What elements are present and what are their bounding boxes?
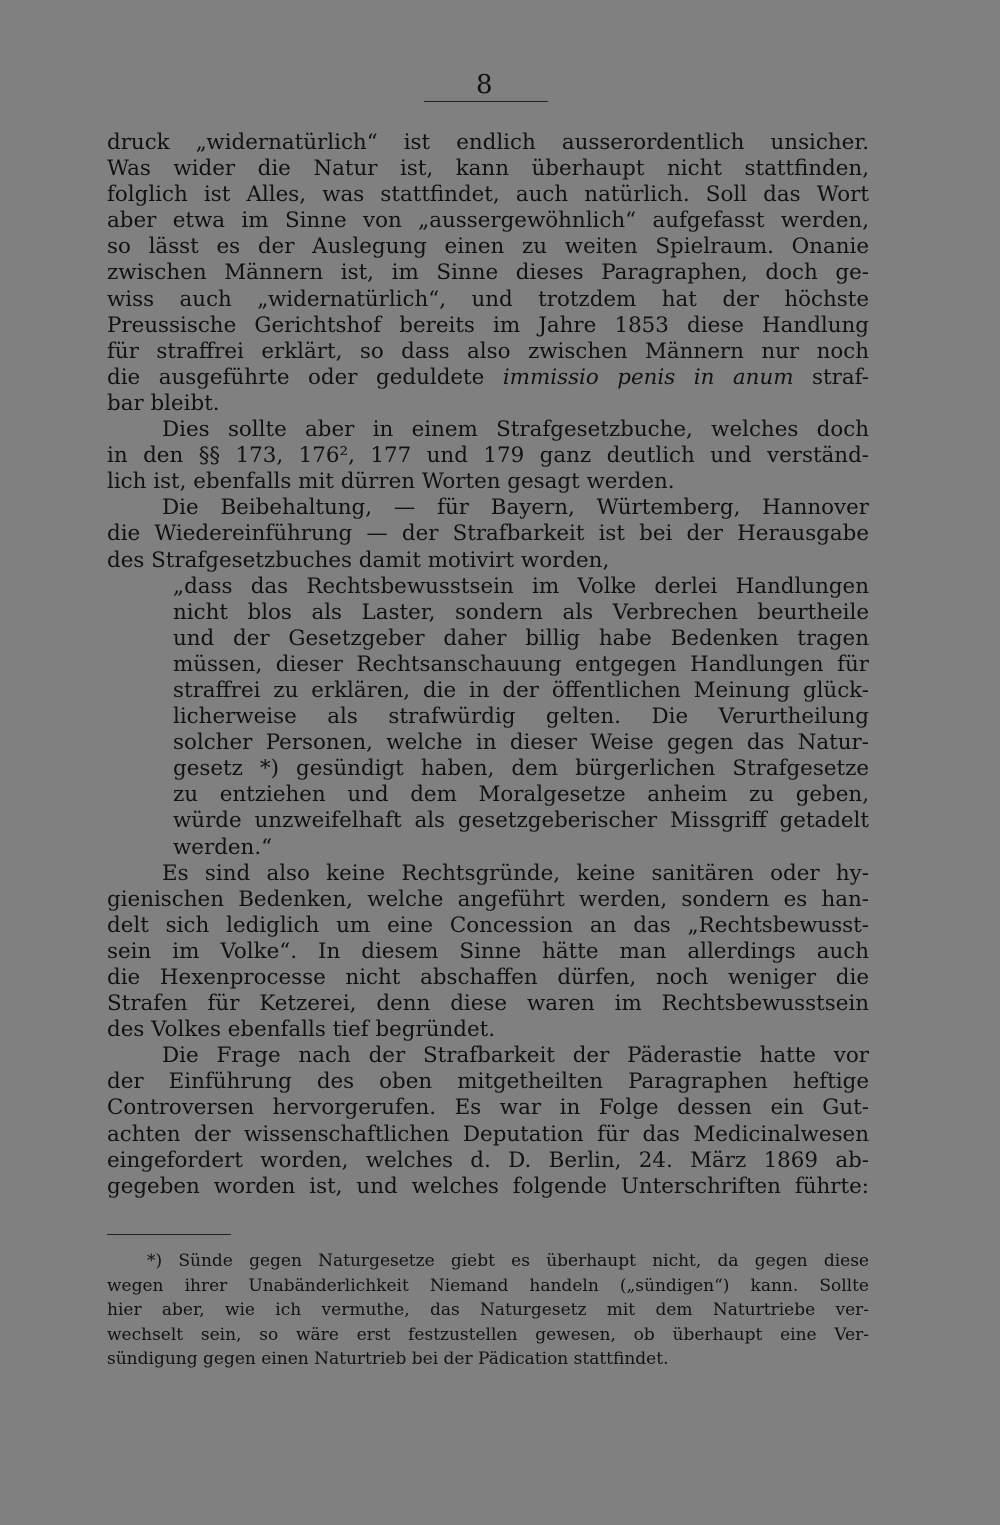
text-line: Was wider die Natur ist, kann überhaupt nicht stattfinden, xyxy=(107,156,869,182)
text-line: achten der wissenschaftlichen Deputation für das Medicinalwesen xyxy=(107,1121,869,1147)
text-line: Preussische Gerichtshof bereits im Jahre 1853 diese Handlung xyxy=(107,312,869,338)
footnote-line: wechselt sein, so wäre erst festzustellen gewesen, ob überhaupt eine Ver- xyxy=(107,1324,869,1345)
text-line: gienischen Bedenken, welche angeführt werden, sondern es han- xyxy=(107,886,869,912)
text-line: zwischen Männern ist, im Sinne dieses Paragraphen, doch ge- xyxy=(107,260,869,286)
quote-line: werden.“ xyxy=(173,834,273,860)
text-line: des Volkes ebenfalls tief begründet. xyxy=(107,1017,496,1043)
text-line xyxy=(107,365,869,391)
latin-phrase: immissio penis in anum xyxy=(502,364,794,390)
text-line: folglich ist Alles, was stattfindet, auch natürlich. Soll das Wort xyxy=(107,182,869,208)
text-line: Dies sollte aber in einem Strafgesetzbuche, welches doch xyxy=(162,417,869,443)
text-segment: straf- xyxy=(812,364,869,390)
footnote-line: wegen ihrer Unabänderlichkeit Niemand handeln („sündigen“) kann. Sollte xyxy=(107,1275,869,1296)
quote-line: würde unzweifelhaft als gesetzgeberischer Missgriff getadelt xyxy=(173,808,869,834)
text-line: druck „widernatürlich“ ist endlich ausserordentlich unsicher. xyxy=(107,130,869,155)
text-line: Strafen für Ketzerei, denn diese waren im Rechtsbewusstsein xyxy=(107,991,869,1017)
footnote xyxy=(107,1249,869,1372)
page-number: 8 xyxy=(476,70,493,100)
text-line: die Wiedereinführung — der Strafbarkeit ist bei der Herausgabe xyxy=(107,521,869,547)
text-line: die Hexenprocesse nicht abschaffen dürfen, noch weniger die xyxy=(107,965,869,990)
footnote-rule xyxy=(107,1234,231,1235)
text-line: bar bleibt. xyxy=(107,390,220,416)
text-line: der Einführung des oben mitgetheilten Paragraphen heftige xyxy=(107,1069,869,1095)
text-line: so lässt es der Auslegung einen zu weiten Spielraum. Onanie xyxy=(107,234,869,260)
quote-line: zu entziehen und dem Moralgesetze anheim zu geben, xyxy=(173,782,869,808)
quote-line: „dass das Rechtsbewusstsein im Volke derlei Handlungen xyxy=(173,573,869,599)
text-segment: die ausgeführte oder geduldete xyxy=(107,364,485,390)
text-line: Die Frage nach der Strafbarkeit der Päderastie hatte vor xyxy=(162,1043,869,1069)
text-line: Die Beibehaltung, — für Bayern, Würtemberg, Hannover xyxy=(162,495,869,521)
quote-line: solcher Personen, welche in dieser Weise gegen das Natur- xyxy=(173,730,869,756)
text-line: Es sind also keine Rechtsgründe, keine sanitären oder hy- xyxy=(162,860,869,886)
text-line: sein im Volke“. In diesem Sinne hätte man allerdings auch xyxy=(107,938,869,964)
text-line: wiss auch „widernatürlich“, und trotzdem hat der höchste xyxy=(107,286,869,312)
footnote-line: hier aber, wie ich vermuthe, das Naturgesetz mit dem Naturtriebe ver- xyxy=(107,1300,869,1321)
text-line: in den §§ 173, 176², 177 und 179 ganz deutlich und verständ- xyxy=(107,443,869,469)
text-line: Controversen hervorgerufen. Es war in Folge dessen ein Gut- xyxy=(107,1095,869,1121)
text-line: lich ist, ebenfalls mit dürren Worten gesagt werden. xyxy=(107,469,675,495)
text-line: des Strafgesetzbuches damit motivirt worden, xyxy=(107,547,610,573)
text-line: für straffrei erklärt, so dass also zwischen Männern nur noch xyxy=(107,338,869,364)
quote-line: müssen, dieser Rechtsanschauung entgegen Handlungen für xyxy=(173,651,869,677)
text-line: eingefordert worden, welches d. D. Berlin, 24. März 1869 ab- xyxy=(107,1147,869,1173)
text-line: aber etwa im Sinne von „aussergewöhnlich“ aufgefasst werden, xyxy=(107,208,869,234)
header-rule xyxy=(424,101,548,102)
quote-line: licherweise als strafwürdig gelten. Die Verurtheilung xyxy=(173,704,869,730)
main-text xyxy=(107,130,869,1200)
text-line: delt sich lediglich um eine Concession an das „Rechtsbewusst- xyxy=(107,912,869,938)
quote-line: nicht blos als Laster, sondern als Verbrechen beurtheile xyxy=(173,599,869,625)
quote-line: und der Gesetzgeber daher billig habe Bedenken tragen xyxy=(173,625,869,651)
quote-line: gesetz *) gesündigt haben, dem bürgerlichen Strafgesetze xyxy=(173,756,869,782)
footnote-line: sündigung gegen einen Naturtrieb bei der Pädication stattfindet. xyxy=(107,1349,669,1370)
text-line: gegeben worden ist, und welches folgende Unterschriften führte: xyxy=(107,1173,869,1199)
footnote-line: *) Sünde gegen Naturgesetze giebt es überhaupt nicht, da gegen diese xyxy=(147,1251,869,1271)
quote-line: straffrei zu erklären, die in der öffentlichen Meinung glück- xyxy=(173,677,869,703)
